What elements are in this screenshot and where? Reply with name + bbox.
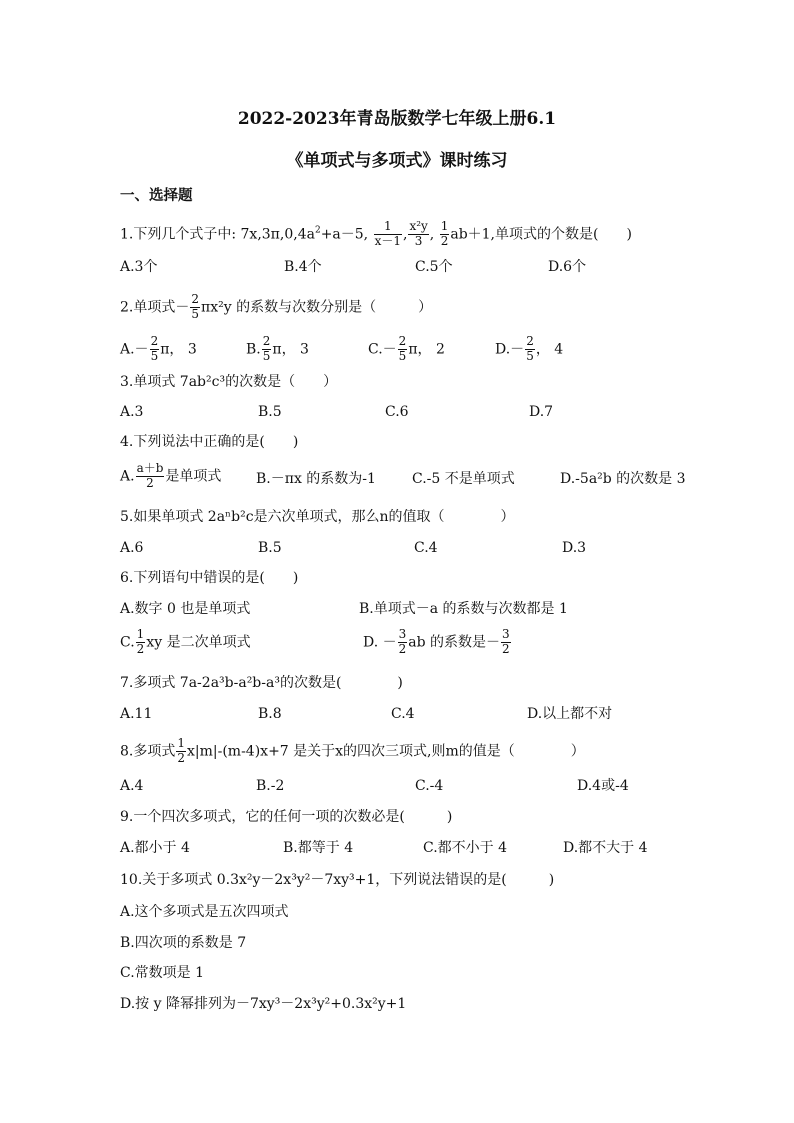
q10-option-b[interactable]: B.四次项的系数是 7 bbox=[120, 935, 247, 951]
q7-option-b[interactable]: B.8 bbox=[258, 706, 282, 722]
q2-option-b[interactable]: B. $\frac{2}{5}$ π， 3 bbox=[246, 334, 309, 363]
q7-option-a[interactable]: A.11 bbox=[120, 706, 153, 722]
question-10: 10.关于多项式 0.3x²y－2x³y²－7xy³+1，下列说法错误的是( ) bbox=[120, 872, 555, 888]
question-9: 9.一个四次多项式，它的任何一项的次数必是( ) bbox=[120, 809, 453, 825]
q5-option-a[interactable]: A.6 bbox=[120, 540, 144, 556]
fraction: $\frac{2}{5}$ bbox=[526, 334, 534, 363]
q6-option-a[interactable]: A.数字 0 也是单项式 bbox=[120, 601, 251, 617]
q3-option-c[interactable]: C.6 bbox=[385, 404, 409, 420]
title-line-2: 《单项式与多项式》课时练习 bbox=[286, 151, 508, 171]
fraction: $\frac{a+b}{2}$ bbox=[136, 461, 164, 490]
q9-option-c[interactable]: C.都不小于 4 bbox=[423, 840, 508, 856]
q1-option-b[interactable]: B.4个 bbox=[284, 259, 322, 275]
fraction: $\frac{1}{2}$ bbox=[177, 736, 185, 765]
q2-option-a[interactable]: A.－ $\frac{2}{5}$ π， 3 bbox=[120, 334, 197, 363]
fraction: $\frac{2}{5}$ bbox=[150, 334, 159, 363]
fraction: $\frac{\text{x²y}}{3}$ bbox=[409, 219, 428, 248]
fraction: $\frac{3}{2}$ bbox=[398, 627, 407, 656]
q5-option-d[interactable]: D.3 bbox=[562, 540, 587, 556]
q10-option-a[interactable]: A.这个多项式是五次四项式 bbox=[120, 904, 289, 920]
q1-option-d[interactable]: D.6个 bbox=[548, 259, 587, 275]
q3-option-d[interactable]: D.7 bbox=[529, 404, 554, 420]
question-4: 4.下列说法中正确的是( ) bbox=[120, 434, 299, 450]
q4-option-a[interactable]: A. $\frac{a+b}{2}$ 是单项式 bbox=[120, 461, 222, 490]
question-1: 1.下列几个式子中: $7x,3\pi,0,4a^2+a-5$, $\frac{1}{x-1}$ , $\frac{\text{x²y}}{3}$ , $\frac{1}{2}$ ab＋1,单项式的个数是( ) bbox=[120, 219, 632, 248]
question-5: 5.如果单项式 2aⁿb²c是六次单项式，那么n的值取（ ） bbox=[120, 509, 515, 525]
q10-option-d[interactable]: D.按 y 降幂排列为－7xy³－2x³y²+0.3x²y+1 bbox=[120, 996, 407, 1012]
q2-option-c[interactable]: C.－ $\frac{2}{5}$ π， 2 bbox=[368, 334, 445, 363]
q10-option-c[interactable]: C.常数项是 1 bbox=[120, 965, 205, 981]
q9-option-b[interactable]: B.都等于 4 bbox=[283, 840, 354, 856]
q6-option-d[interactable]: D. － $\frac{3}{2}$ ab 的系数是－ $\frac{3}{2}$ bbox=[363, 627, 510, 656]
q4-option-b[interactable]: B.－πx 的系数为-1 bbox=[256, 471, 376, 487]
fraction: $\frac{3}{2}$ bbox=[502, 627, 510, 656]
question-3: 3.单项式 7ab²c³的次数是（ ） bbox=[120, 374, 338, 390]
question-2: 2.单项式－ $\frac{2}{5}$ πx²y 的系数与次数分别是（ ） bbox=[120, 292, 433, 321]
fraction: $\frac{1}{x-1}$ bbox=[374, 219, 401, 248]
q6-option-c[interactable]: C. $\frac{1}{2}$ xy 是二次单项式 bbox=[120, 627, 251, 656]
q9-option-d[interactable]: D.都不大于 4 bbox=[563, 840, 648, 856]
q8-option-b[interactable]: B.-2 bbox=[256, 778, 285, 794]
q8-option-a[interactable]: A.4 bbox=[120, 778, 144, 794]
title-line-1: 2022-2023年青岛版数学七年级上册6.1 bbox=[237, 109, 557, 129]
q1-option-c[interactable]: C.5个 bbox=[415, 259, 453, 275]
q3-option-b[interactable]: B.5 bbox=[258, 404, 282, 420]
q8-option-c[interactable]: C.-4 bbox=[415, 778, 444, 794]
q9-option-a[interactable]: A.都小于 4 bbox=[120, 840, 190, 856]
fraction: $\frac{1}{2}$ bbox=[440, 219, 449, 248]
q4-option-d[interactable]: D.-5a²b 的次数是 3 bbox=[560, 471, 686, 487]
question-8: 8.多项式 $\frac{1}{2}$ x|m|-(m-4)x+7 是关于x的四次三项式,则m的值是（ ） bbox=[120, 736, 585, 765]
fraction: $\frac{1}{2}$ bbox=[136, 627, 145, 656]
q1-option-a[interactable]: A.3个 bbox=[120, 259, 158, 275]
q2-option-d[interactable]: D.－ $\frac{2}{5}$ ， 4 bbox=[495, 334, 564, 363]
question-6: 6.下列语句中错误的是( ) bbox=[120, 570, 299, 586]
fraction: $\frac{2}{5}$ bbox=[191, 292, 199, 321]
q8-option-d[interactable]: D.4或-4 bbox=[577, 778, 629, 794]
q7-option-d[interactable]: D.以上都不对 bbox=[527, 706, 613, 722]
q3-option-a[interactable]: A.3 bbox=[120, 404, 144, 420]
q4-option-c[interactable]: C.-5 不是单项式 bbox=[412, 471, 515, 487]
question-7: 7.多项式 7a-2a³b-a²b-a³的次数是( ) bbox=[120, 675, 403, 691]
q5-option-c[interactable]: C.4 bbox=[414, 540, 438, 556]
fraction: $\frac{2}{5}$ bbox=[262, 334, 271, 363]
q7-option-c[interactable]: C.4 bbox=[391, 706, 415, 722]
fraction: $\frac{2}{5}$ bbox=[398, 334, 407, 363]
q5-option-b[interactable]: B.5 bbox=[258, 540, 282, 556]
section-heading: 一、选择题 bbox=[120, 187, 193, 204]
q6-option-b[interactable]: B.单项式－a 的系数与次数都是 1 bbox=[359, 601, 568, 617]
